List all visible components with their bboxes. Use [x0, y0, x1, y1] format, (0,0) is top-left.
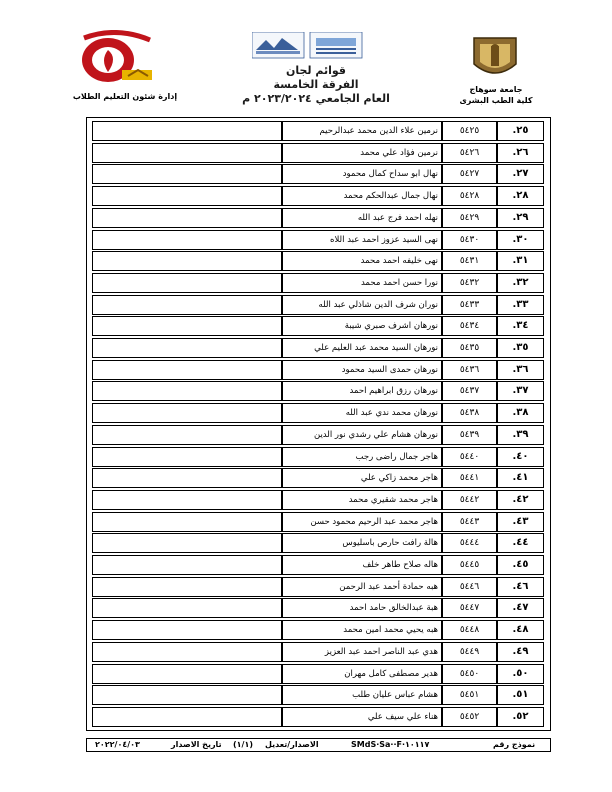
seat-number-cell: ٥٤٤٢	[442, 490, 497, 510]
student-name-cell: نهى خليفه احمد محمد	[282, 251, 442, 271]
blank-cell	[92, 186, 282, 206]
admin-label: إدارة شئون التعليم الطلاب	[72, 92, 178, 101]
blank-cell	[92, 295, 282, 315]
row-index-cell: .٤٠	[497, 447, 544, 467]
table-row	[87, 251, 550, 271]
blank-cell	[92, 251, 282, 271]
table-row	[87, 490, 550, 510]
title-year-group: الفرقة الخامسة	[273, 78, 359, 91]
row-index-cell: .٤١	[497, 468, 544, 488]
blank-cell	[92, 360, 282, 380]
blank-cell	[92, 381, 282, 401]
student-name-cell: نورهان رزق ابراهيم احمد	[282, 381, 442, 401]
student-name-cell: نهى السيد عزوز احمد عبد اللاه	[282, 230, 442, 250]
row-index-cell: .٤٨	[497, 620, 544, 640]
table-row	[87, 555, 550, 575]
table-row	[87, 381, 550, 401]
committee-table	[86, 117, 551, 731]
seat-number-cell: ٥٤٤١	[442, 468, 497, 488]
seat-number-cell: ٥٤٣٦	[442, 360, 497, 380]
table-row	[87, 642, 550, 662]
seat-number-cell: ٥٤٤٤	[442, 533, 497, 553]
table-row	[87, 316, 550, 336]
form-number-label: نموذج رقم	[493, 740, 536, 749]
row-index-cell: .٢٥	[497, 121, 544, 141]
blank-cell	[92, 403, 282, 423]
document-footer	[86, 738, 551, 752]
table-row	[87, 164, 550, 184]
student-name-cell: نورهان محمد ندي عبد الله	[282, 403, 442, 423]
blank-cell	[92, 707, 282, 727]
blank-cell	[92, 664, 282, 684]
seat-number-cell: ٥٤٣٣	[442, 295, 497, 315]
blank-cell	[92, 208, 282, 228]
row-index-cell: .٢٨	[497, 186, 544, 206]
page-header	[56, 26, 556, 112]
student-name-cell: هاجر جمال راضى رجب	[282, 447, 442, 467]
table-row	[87, 512, 550, 532]
seat-number-cell: ٥٤٤٩	[442, 642, 497, 662]
row-index-cell: .٤٣	[497, 512, 544, 532]
form-number: SMdS·Sa··F·١٠١١٧	[351, 740, 430, 749]
seat-number-cell: ٥٤٣٠	[442, 230, 497, 250]
seat-number-cell: ٥٤٢٦	[442, 143, 497, 163]
row-index-cell: .٣٢	[497, 273, 544, 293]
table-row	[87, 425, 550, 445]
blank-cell	[92, 338, 282, 358]
table-row	[87, 664, 550, 684]
seat-number-cell: ٥٤٣٥	[442, 338, 497, 358]
row-index-cell: .٢٧	[497, 164, 544, 184]
row-index-cell: .٣٩	[497, 425, 544, 445]
blank-cell	[92, 425, 282, 445]
row-index-cell: .٤٤	[497, 533, 544, 553]
table-row	[87, 295, 550, 315]
student-name-cell: نهال جمال عبدالحكم محمد	[282, 186, 442, 206]
student-name-cell: هاله صلاح طاهر خلف	[282, 555, 442, 575]
row-index-cell: .٣٦	[497, 360, 544, 380]
table-row	[87, 230, 550, 250]
row-index-cell: .٣٧	[497, 381, 544, 401]
table-row	[87, 577, 550, 597]
table-row	[87, 186, 550, 206]
seat-number-cell: ٥٤٣٨	[442, 403, 497, 423]
row-index-cell: .٣٥	[497, 338, 544, 358]
seat-number-cell: ٥٤٥٢	[442, 707, 497, 727]
row-index-cell: .٥٠	[497, 664, 544, 684]
table-row	[87, 121, 550, 141]
blank-cell	[92, 447, 282, 467]
blank-cell	[92, 468, 282, 488]
row-index-cell: .٤٧	[497, 598, 544, 618]
university-label	[441, 84, 551, 106]
seat-number-cell: ٥٤٥٠	[442, 664, 497, 684]
revision-label: الاصدار/تعديل	[265, 740, 319, 749]
row-index-cell: .٣٤	[497, 316, 544, 336]
table-row	[87, 403, 550, 423]
student-name-cell: نهله احمد فرج عبد الله	[282, 208, 442, 228]
student-affairs-logo	[78, 30, 156, 88]
seat-number-cell: ٥٤٣١	[442, 251, 497, 271]
blank-cell	[92, 143, 282, 163]
table-row	[87, 620, 550, 640]
student-name-cell: نوران شرف الدين شاذلي عبد الله	[282, 295, 442, 315]
row-index-cell: .٤٦	[497, 577, 544, 597]
blank-cell	[92, 512, 282, 532]
blank-cell	[92, 533, 282, 553]
student-name-cell: هالة رافت حارص باسليوس	[282, 533, 442, 553]
student-name-cell: نورا حسن احمد محمد	[282, 273, 442, 293]
row-index-cell: .٢٦	[497, 143, 544, 163]
table-row	[87, 707, 550, 727]
table-row	[87, 338, 550, 358]
row-index-cell: .٥١	[497, 685, 544, 705]
table-row	[87, 273, 550, 293]
blank-cell	[92, 598, 282, 618]
student-name-cell: هاجر محمد زاكي علي	[282, 468, 442, 488]
title-block	[206, 64, 426, 106]
student-name-cell: نرمين علاء الدين محمد عبدالرحيم	[282, 121, 442, 141]
blank-cell	[92, 620, 282, 640]
blank-cell	[92, 490, 282, 510]
table-row	[87, 447, 550, 467]
student-name-cell: هناء علي سيف علي	[282, 707, 442, 727]
blank-cell	[92, 642, 282, 662]
seat-number-cell: ٥٤٣٧	[442, 381, 497, 401]
blank-cell	[92, 273, 282, 293]
seat-number-cell: ٥٤٣٤	[442, 316, 497, 336]
row-index-cell: .٢٩	[497, 208, 544, 228]
student-name-cell: هاجر محمد شقيري محمد	[282, 490, 442, 510]
student-name-cell: هدي عبد الناصر احمد عبد العزيز	[282, 642, 442, 662]
university-logo	[466, 34, 524, 84]
accreditation-logos	[252, 32, 364, 60]
table-row	[87, 598, 550, 618]
student-name-cell: نورهان حمدى السيد محمود	[282, 360, 442, 380]
seat-number-cell: ٥٤٤٦	[442, 577, 497, 597]
row-index-cell: .٤٩	[497, 642, 544, 662]
title-academic-year: العام الجامعي ٢٠٢٣/٢٠٢٤ م	[242, 92, 390, 105]
table-row	[87, 533, 550, 553]
seat-number-cell: ٥٤٤٥	[442, 555, 497, 575]
blank-cell	[92, 230, 282, 250]
student-name-cell: هبه يحيي محمد امين محمد	[282, 620, 442, 640]
table-row	[87, 143, 550, 163]
seat-number-cell: ٥٤٣٢	[442, 273, 497, 293]
student-name-cell: هدير مصطفى كامل مهران	[282, 664, 442, 684]
row-index-cell: .٥٢	[497, 707, 544, 727]
row-index-cell: .٣٨	[497, 403, 544, 423]
row-index-cell: .٣٣	[497, 295, 544, 315]
seat-number-cell: ٥٤٣٩	[442, 425, 497, 445]
row-index-cell: .٤٢	[497, 490, 544, 510]
row-index-cell: .٣١	[497, 251, 544, 271]
row-index-cell: .٤٥	[497, 555, 544, 575]
table-row	[87, 360, 550, 380]
seat-number-cell: ٥٤٢٥	[442, 121, 497, 141]
student-name-cell: هاجر محمد عبد الرحيم محمود حسن	[282, 512, 442, 532]
seat-number-cell: ٥٤٢٨	[442, 186, 497, 206]
issue-date-label: تاريخ الاصدار	[171, 740, 222, 749]
student-name-cell: نورهان هشام علي رشدي نور الدين	[282, 425, 442, 445]
seat-number-cell: ٥٤٢٧	[442, 164, 497, 184]
student-name-cell: هبة عبدالخالق حامد احمد	[282, 598, 442, 618]
blank-cell	[92, 577, 282, 597]
seat-number-cell: ٥٤٤٣	[442, 512, 497, 532]
seat-number-cell: ٥٤٤٨	[442, 620, 497, 640]
faculty-name: كلية الطب البشرى	[459, 96, 533, 105]
row-index-cell: .٣٠	[497, 230, 544, 250]
university-name: جامعة سوهاج	[469, 85, 523, 94]
blank-cell	[92, 121, 282, 141]
blank-cell	[92, 164, 282, 184]
blank-cell	[92, 316, 282, 336]
student-name-cell: نرمين فؤاد علي محمد	[282, 143, 442, 163]
student-name-cell: نورهان السيد محمد عبد العليم علي	[282, 338, 442, 358]
table-row	[87, 208, 550, 228]
blank-cell	[92, 685, 282, 705]
seat-number-cell: ٥٤٤٠	[442, 447, 497, 467]
student-name-cell: هشام عباس عليان طلب	[282, 685, 442, 705]
issue-date-value: ٢٠٢٢/٠٤/٠٣	[95, 740, 140, 749]
title-committees: قوائم لجان	[285, 64, 347, 77]
seat-number-cell: ٥٤٥١	[442, 685, 497, 705]
blank-cell	[92, 555, 282, 575]
seat-number-cell: ٥٤٢٩	[442, 208, 497, 228]
student-name-cell: نورهان اشرف صبري شيبة	[282, 316, 442, 336]
revision-value: (١/١)	[233, 740, 253, 749]
student-name-cell: نهال ابو سداح كمال محمود	[282, 164, 442, 184]
table-row	[87, 468, 550, 488]
table-row	[87, 685, 550, 705]
student-name-cell: هبه حمادة أحمد عبد الرحمن	[282, 577, 442, 597]
seat-number-cell: ٥٤٤٧	[442, 598, 497, 618]
